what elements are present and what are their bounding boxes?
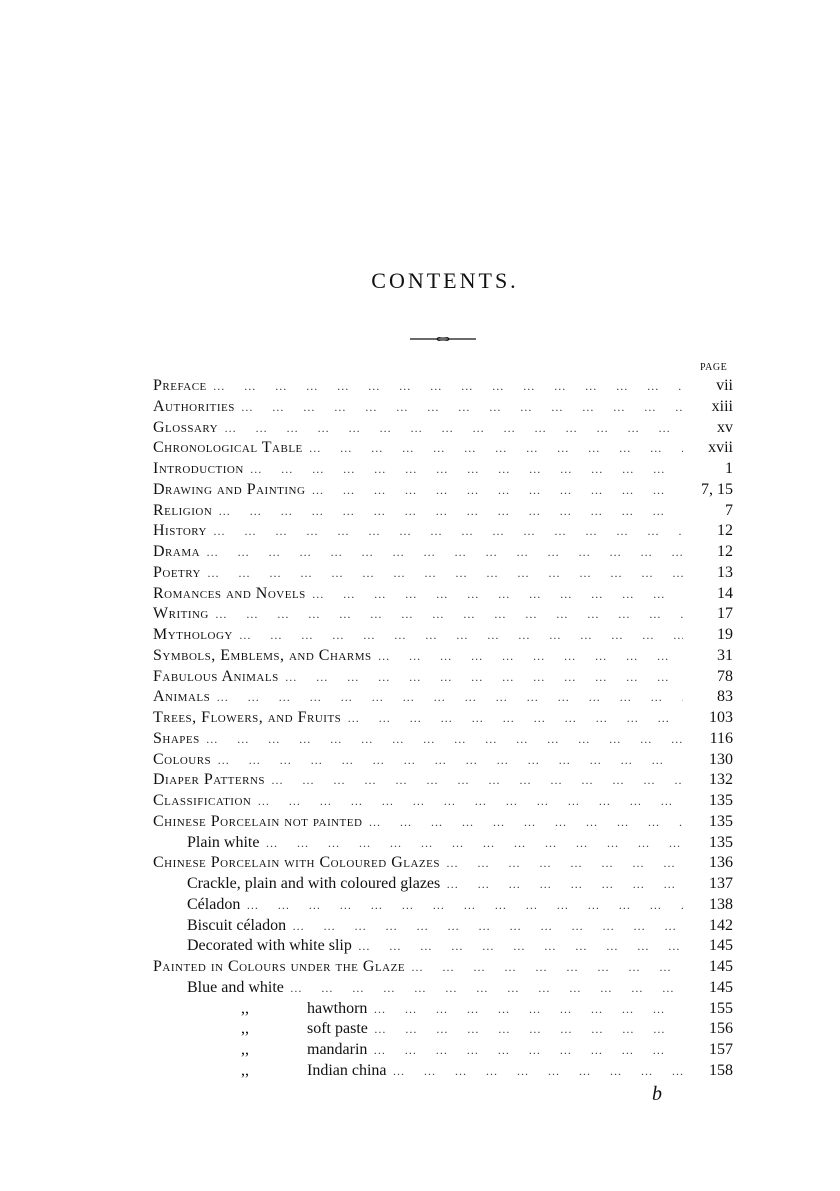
toc-entry[interactable]: Introduction … … … … … … … … … … … … … … … … … … … … 1 <box>153 460 733 481</box>
toc-subentry[interactable]: Crackle, plain and with coloured glazes … … … … … … … … … … … … … … … … … … … … 137 <box>153 875 733 896</box>
ornamental-rule <box>410 337 476 339</box>
toc-entry[interactable]: Colours … … … … … … … … … … … … … … … … … … … … 130 <box>153 751 733 772</box>
toc-entry[interactable]: Romances and Novels … … … … … … … … … … … … … … … … … … … … 14 <box>153 585 733 606</box>
toc-entry[interactable]: Fabulous Animals … … … … … … … … … … … … … … … … … … … … 78 <box>153 668 733 689</box>
toc-entry[interactable]: Chronological Table … … … … … … … … … … … … … … … … … … … … xvii <box>153 439 733 460</box>
toc-entry[interactable]: Chinese Porcelain with Coloured Glazes … … … … … … … … … … … … … … … … … … … … 136 <box>153 854 733 875</box>
toc-entry[interactable]: Poetry … … … … … … … … … … … … … … … … … … … … 13 <box>153 564 733 585</box>
toc-entry[interactable]: Symbols, Emblems, and Charms … … … … … … … … … … … … … … … … … … … … 31 <box>153 647 733 668</box>
toc-subentry[interactable]: Biscuit céladon … … … … … … … … … … … … … … … … … … … … 142 <box>153 917 733 938</box>
page-column-label: PAGE <box>700 362 728 373</box>
toc-entry[interactable]: Writing … … … … … … … … … … … … … … … … … … … … 17 <box>153 605 733 626</box>
toc-entry[interactable]: Classification … … … … … … … … … … … … … … … … … … … … 135 <box>153 792 733 813</box>
ditto-mark: ,, <box>241 1020 249 1038</box>
toc-subentry[interactable]: Decorated with white slip … … … … … … … … … … … … … … … … … … … … 145 <box>153 937 733 958</box>
signature-mark: b <box>652 1083 662 1105</box>
toc-subentry[interactable]: ,, Indian china … … … … … … … … … … … … … … … … … … … … 158 <box>153 1062 733 1083</box>
toc-subentry[interactable]: ,, soft paste … … … … … … … … … … … … … … … … … … … … 156 <box>153 1020 733 1041</box>
toc-entry[interactable]: Preface … … … … … … … … … … … … … … … … … … … … vii <box>153 377 733 398</box>
toc-entry[interactable]: Animals … … … … … … … … … … … … … … … … … … … … 83 <box>153 688 733 709</box>
toc-entry[interactable]: Trees, Flowers, and Fruits … … … … … … … … … … … … … … … … … … … … 103 <box>153 709 733 730</box>
toc-entry[interactable]: History … … … … … … … … … … … … … … … … … … … … 12 <box>153 522 733 543</box>
ditto-mark: ,, <box>241 1041 249 1058</box>
toc-entry[interactable]: Drama … … … … … … … … … … … … … … … … … … … … 12 <box>153 543 733 564</box>
toc-entry[interactable]: Drawing and Painting … … … … … … … … … … … … … … … … … … … … 7, 15 <box>153 481 733 502</box>
page-title: CONTENTS. <box>371 268 519 293</box>
toc-entry[interactable]: Chinese Porcelain not painted … … … … … … … … … … … … … … … … … … … … 135 <box>153 813 733 834</box>
toc-subentry[interactable]: ,, mandarin … … … … … … … … … … … … … … … … … … … … 157 <box>153 1041 733 1062</box>
ditto-mark: ,, <box>241 999 249 1017</box>
toc-entry[interactable]: Shapes … … … … … … … … … … … … … … … … … … … … 116 <box>153 730 733 751</box>
table-of-contents <box>153 377 733 1083</box>
ditto-mark: ,, <box>241 1061 249 1079</box>
toc-subentry[interactable]: Blue and white … … … … … … … … … … … … … … … … … … … … 145 <box>153 979 733 1000</box>
toc-entry[interactable]: Authorities … … … … … … … … … … … … … … … … … … … … xiii <box>153 398 733 419</box>
toc-entry[interactable]: Religion … … … … … … … … … … … … … … … … … … … … 7 <box>153 502 733 523</box>
toc-subentry[interactable]: Plain white … … … … … … … … … … … … … … … … … … … … 135 <box>153 834 733 855</box>
toc-subentry[interactable]: ,, hawthorn … … … … … … … … … … … … … … … … … … … … 155 <box>153 1000 733 1021</box>
toc-entry[interactable]: Painted in Colours under the Glaze … … … … … … … … … … … … … … … … … … … … 145 <box>153 958 733 979</box>
toc-entry[interactable]: Diaper Patterns … … … … … … … … … … … … … … … … … … … … 132 <box>153 771 733 792</box>
toc-entry[interactable]: Mythology … … … … … … … … … … … … … … … … … … … … 19 <box>153 626 733 647</box>
toc-entry[interactable]: Glossary … … … … … … … … … … … … … … … … … … … … xv <box>153 419 733 440</box>
toc-subentry[interactable]: Céladon … … … … … … … … … … … … … … … … … … … … 138 <box>153 896 733 917</box>
